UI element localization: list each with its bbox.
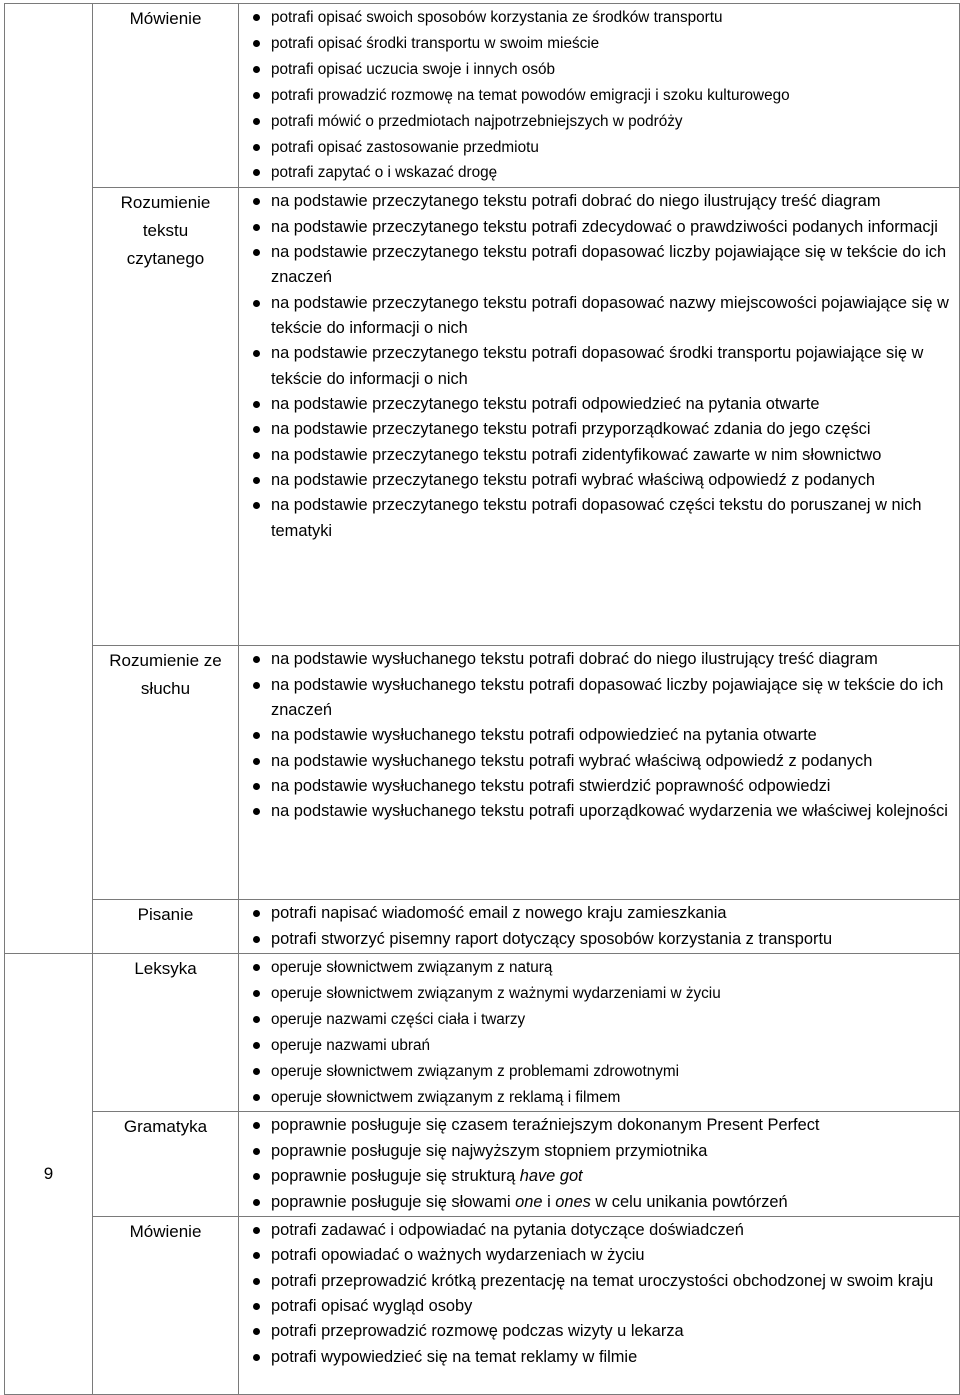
list-item: poprawnie posługuje się czasem teraźniejszym dokonanym Present Perfect <box>253 1113 959 1138</box>
row-number-cell-empty <box>5 4 93 188</box>
section-rozumienie-sluchu <box>5 646 960 900</box>
section-mowienie-bottom <box>5 1216 960 1394</box>
list-item: na podstawie wysłuchanego tekstu potrafi odpowiedzieć na pytania otwarte <box>253 723 959 748</box>
category-label: Leksyka <box>134 959 197 979</box>
list-item: potrafi zapytać o i wskazać drogę <box>253 160 959 186</box>
section-gramatyka <box>5 1112 960 1216</box>
list-item: potrafi mówić o przedmiotach najpotrzebniejszych w podróży <box>253 109 959 135</box>
list-item: potrafi prowadzić rozmowę na temat powodów emigracji i szoku kulturowego <box>253 83 959 109</box>
list-item: potrafi opisać zastosowanie przedmiotu <box>253 135 959 161</box>
item-text-italic: have got <box>519 1167 583 1186</box>
category-leksyka <box>93 954 239 1112</box>
list-item: na podstawie przeczytanego tekstu potrafi odpowiedzieć na pytania otwarte <box>253 392 959 417</box>
list-item: na podstawie przeczytanego tekstu potrafi dopasować liczby pojawiające się w tekście do ich znaczeń <box>253 240 959 291</box>
list-item: potrafi opisać swoich sposobów korzystania ze środków transportu <box>253 5 959 31</box>
list-item: na podstawie wysłuchanego tekstu potrafi uporządkować wydarzenia we właściwej kolejności <box>253 799 959 824</box>
list-item <box>253 1164 959 1189</box>
list-item: operuje słownictwem związanym z reklamą i filmem <box>253 1085 959 1111</box>
list-item: potrafi opisać wygląd osoby <box>253 1294 959 1319</box>
list-item: potrafi wypowiedzieć się na temat reklamy w filmie <box>253 1345 959 1370</box>
category-label-line: Rozumienie ze <box>109 651 222 671</box>
list-item: potrafi napisać wiadomość email z nowego kraju zamieszkania <box>253 901 959 926</box>
items-gramatyka <box>239 1112 960 1216</box>
list-item <box>253 1190 959 1215</box>
item-text-italic: ones <box>555 1192 591 1211</box>
items-mowienie-top <box>239 4 960 188</box>
row-number-cell-empty <box>5 646 93 900</box>
category-label: Mówienie <box>129 9 202 28</box>
list-item: potrafi stworzyć pisemny raport dotyczący sposobów korzystania z transportu <box>253 927 959 952</box>
list-item: potrafi opisać środki transportu w swoim mieście <box>253 31 959 57</box>
category-label: Gramatyka <box>123 1117 208 1137</box>
list-item: na podstawie przeczytanego tekstu potrafi dopasować nazwy miejscowości pojawiające się w tekście do informacji o nich <box>253 291 959 342</box>
list-item: operuje słownictwem związanym z naturą <box>253 955 959 981</box>
section-mowienie-top <box>5 4 960 188</box>
list-item: na podstawie przeczytanego tekstu potrafi zdecydować o prawdziwości podanych informacji <box>253 215 959 240</box>
list-item: na podstawie wysłuchanego tekstu potrafi stwierdzić poprawność odpowiedzi <box>253 774 959 799</box>
category-label: Mówienie <box>129 1221 202 1241</box>
list-item: na podstawie wysłuchanego tekstu potrafi dobrać do niego ilustrujący treść diagram <box>253 647 959 672</box>
list-item: operuje słownictwem związanym z problemami zdrowotnymi <box>253 1059 959 1085</box>
list-item: na podstawie przeczytanego tekstu potrafi zidentyfikować zawarte w nim słownictwo <box>253 443 959 468</box>
list-item: na podstawie wysłuchanego tekstu potrafi wybrać właściwą odpowiedź z podanych <box>253 749 959 774</box>
list-item: na podstawie wysłuchanego tekstu potrafi dopasować liczby pojawiające się w tekście do ich znaczeń <box>253 673 959 724</box>
items-rozumienie-sluchu <box>239 646 960 900</box>
section-rozumienie-czytanego <box>5 188 960 646</box>
category-label: Pisanie <box>137 905 194 925</box>
category-pisanie <box>93 900 239 954</box>
list-item: na podstawie przeczytanego tekstu potrafi wybrać właściwą odpowiedź z podanych <box>253 468 959 493</box>
item-text-italic: one <box>515 1192 543 1211</box>
category-mowienie-bottom <box>93 1216 239 1394</box>
items-rozumienie-czytanego <box>239 188 960 646</box>
row-number: 9 <box>5 954 93 1395</box>
list-item: potrafi przeprowadzić krótką prezentację na temat uroczystości obchodzonej w swoim kraju <box>253 1269 959 1294</box>
category-label-line: słuchu <box>140 679 191 699</box>
list-item: na podstawie przeczytanego tekstu potrafi przyporządkować zdania do jego części <box>253 417 959 442</box>
category-gramatyka <box>93 1112 239 1216</box>
list-item: potrafi zadawać i odpowiadać na pytania dotyczące doświadczeń <box>253 1218 959 1243</box>
items-leksyka <box>239 954 960 1112</box>
list-item: poprawnie posługuje się najwyższym stopniem przymiotnika <box>253 1139 959 1164</box>
curriculum-table <box>4 3 960 1395</box>
category-rozumienie-czytanego <box>93 188 239 646</box>
category-mowienie-top <box>93 4 239 188</box>
items-mowienie-bottom <box>239 1216 960 1394</box>
item-text: w celu unikania powtórzeń <box>590 1192 788 1211</box>
list-item: potrafi opowiadać o ważnych wydarzeniach w życiu <box>253 1243 959 1268</box>
row-number-cell-empty <box>5 188 93 646</box>
list-item: operuje słownictwem związanym z ważnymi wydarzeniami w życiu <box>253 981 959 1007</box>
list-item: operuje nazwami części ciała i twarzy <box>253 1007 959 1033</box>
category-label-line: tekstu <box>142 221 189 241</box>
list-item: na podstawie przeczytanego tekstu potrafi dobrać do niego ilustrujący treść diagram <box>253 189 959 214</box>
section-leksyka <box>5 954 960 1112</box>
category-rozumienie-sluchu <box>93 646 239 900</box>
item-text: poprawnie posługuje się słowami <box>271 1192 516 1211</box>
items-pisanie <box>239 900 960 954</box>
category-label-line: Rozumienie <box>120 193 211 213</box>
list-item: na podstawie przeczytanego tekstu potrafi dopasować środki transportu pojawiające się w tekście do informacji o nich <box>253 341 959 392</box>
list-item: potrafi opisać uczucia swoje i innych osób <box>253 57 959 83</box>
item-text: i <box>542 1192 556 1211</box>
category-label-line: czytanego <box>126 249 205 269</box>
row-number-cell-empty <box>5 900 93 954</box>
list-item: potrafi przeprowadzić rozmowę podczas wizyty u lekarza <box>253 1319 959 1344</box>
list-item: operuje nazwami ubrań <box>253 1033 959 1059</box>
list-item: na podstawie przeczytanego tekstu potrafi dopasować części tekstu do poruszanej w nich tematyki <box>253 493 959 544</box>
section-pisanie <box>5 900 960 954</box>
item-text: poprawnie posługuje się strukturą <box>271 1167 520 1186</box>
